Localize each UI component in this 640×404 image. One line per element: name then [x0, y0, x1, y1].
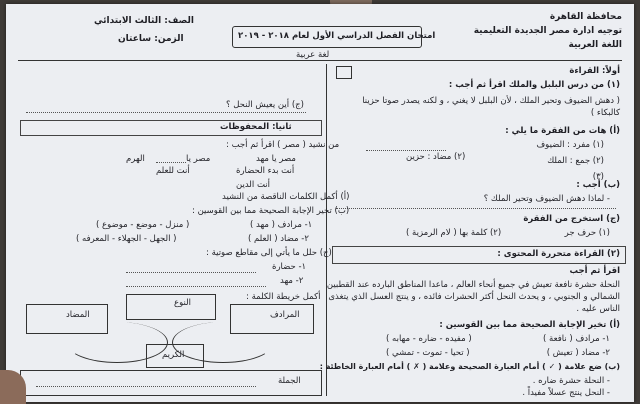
directorate: توجيه ادارة مصر الجديدة التعليمية — [473, 26, 622, 36]
syllable-heading: (ج) حلل ما يأتي إلى مقاطع صوتية : — [206, 248, 332, 258]
blank-line — [126, 272, 256, 273]
passage1-line2: كالبكاء ) — [590, 108, 620, 118]
time: الزمن: ساعتان — [118, 34, 184, 44]
q2b-2: - النحل ينتج عسلاً مفيداً . — [522, 388, 610, 398]
section2-title: (٢) القراءة متحررة المحتوى : — [497, 249, 620, 259]
q1b-1: - لماذا دهش الضيوف وتحير الملك ؟ — [483, 194, 610, 204]
q1b: (ب) أجب : — [576, 180, 620, 190]
anthem-line2b: أنت للعلم — [156, 166, 190, 176]
header-divider — [18, 60, 622, 61]
mindmap-type: النوع — [174, 298, 191, 308]
q2a-1: ١- مرادف ( نافعة ) — [543, 334, 610, 344]
q-bee-habitat: (ج) أين يعيش النحل ؟ — [226, 100, 304, 110]
exam-subject: لغة عربية — [296, 50, 330, 60]
blank-line — [36, 386, 256, 387]
q2b-1: - النحلة حشرة ضاره . — [532, 376, 610, 386]
q1a-2: (٢) مضاد : حزين — [406, 152, 466, 162]
answer-line — [366, 150, 446, 151]
read-answer: اقرأ ثم أجب — [569, 266, 620, 276]
choice-2-options: ( الجهل - الجهلاء - المعرفه ) — [76, 234, 177, 244]
score-box — [336, 66, 352, 79]
passage2-line3: الناس عليه . — [576, 304, 620, 314]
q1c-1: (١) حرف جر — [564, 228, 610, 238]
q2a-2: ٢- مضاد ( تعيش ) — [546, 348, 610, 358]
answer-line — [336, 208, 616, 209]
anthem-line1b: مصر يا — [186, 154, 211, 164]
syllable-1: ١- حضارة — [272, 262, 307, 272]
syllable-2: ٢- مهد — [280, 276, 304, 286]
anthem-line3: أنت الدين — [236, 180, 271, 190]
governorate: محافظة القاهرة — [549, 12, 622, 22]
mindmap-heading: أكمل خريطة الكلمة : — [246, 292, 321, 302]
memorized-title: ثانيا: المحفوظات — [220, 122, 292, 132]
q2a: (أ) تخير الإجابة الصحيحة مما بين القوسين : — [439, 320, 620, 330]
q2a-1-options: ( مفيده - ضاره - مهابه ) — [386, 334, 472, 344]
choice-2: ٢- مضاد ( العلم ) — [248, 234, 309, 244]
passage2-line2: الشمالي و الجنوبي ، و يحدث النحل أكثر الحشرات فائده ، و ينتج العسل الذي يتغذى — [328, 292, 620, 302]
q1a-4: (٣) — [592, 172, 604, 182]
q1a: (أ) هات من الفقرة ما يلي : — [505, 126, 620, 136]
grade: الصف: الثالث الابتدائي — [94, 16, 194, 26]
blank-line — [126, 286, 266, 287]
q1-heading: (١) من درس البلبل والملك اقرأ ثم أجب : — [448, 80, 620, 90]
q1c: (ج) استخرج من الفقرة — [523, 214, 620, 224]
blank-line — [156, 162, 186, 163]
anthem-line1c: الهرم — [126, 154, 145, 164]
q2b: (ب) ضع علامة ( ✓ ) أمام العبارة الصحيحة وعلامة ( ✗ ) أمام العبارة الخاطئة : — [319, 362, 620, 371]
mindmap-antonym: المضاد — [66, 310, 90, 320]
subject: اللغة العربية — [568, 40, 622, 50]
exam-paper — [6, 4, 634, 402]
mindmap-synonym: المرادف — [270, 310, 300, 320]
sentence-label: الجملة — [278, 376, 301, 386]
reading-title: أولاً: القراءة — [569, 66, 620, 76]
choice-1-options: ( منزل - موضع - موضوع ) — [96, 220, 190, 230]
mindmap-type-box — [126, 294, 216, 320]
q1a-1: (١) مفرد : الضيوف — [536, 140, 604, 150]
anthem-heading: من نشيد ( مصر ) اقرأ ثم أجب : — [226, 140, 340, 150]
passage2-line1: النحلة حشرة نافعة تعيش في جميع أنحاء العالم ، ماعدا المناطق البارده عند القطبين — [326, 280, 620, 290]
sentence-box — [20, 370, 322, 396]
q2a-2-options: ( تحيا - تموت - تمشي ) — [386, 348, 470, 358]
answer-line — [26, 112, 306, 113]
passage1-line1: ( دهش الضيوف وتحير الملك ، لأن البلبل لا يغني ، و لكنه يصدر صوتا حزينا — [362, 96, 620, 106]
choose-heading: (ب) تخير الإجابة الصحيحة مما بين القوسين : — [192, 206, 350, 216]
choice-1: ١- مرادف ( مهد ) — [250, 220, 313, 230]
mindmap-center: الكريم — [162, 350, 185, 360]
exam-title: امتحان الفصل الدراسي الأول لعام ٢٠١٨ - ٢٠١٩ — [238, 31, 436, 41]
q1c-2: (٢) كلمة بها ( لام الرمزية ) — [406, 228, 502, 238]
column-divider — [326, 64, 327, 396]
anthem-line2a: أنت بدء الحضارة — [236, 166, 295, 176]
q1a-3: (٢) جمع : الملك — [547, 156, 604, 166]
memorized-bar — [20, 120, 322, 136]
anthem-line1a: مصر يا مهد — [256, 154, 296, 164]
complete-heading: (أ) أكمل الكلمات الناقصة من النشيد — [222, 192, 350, 202]
